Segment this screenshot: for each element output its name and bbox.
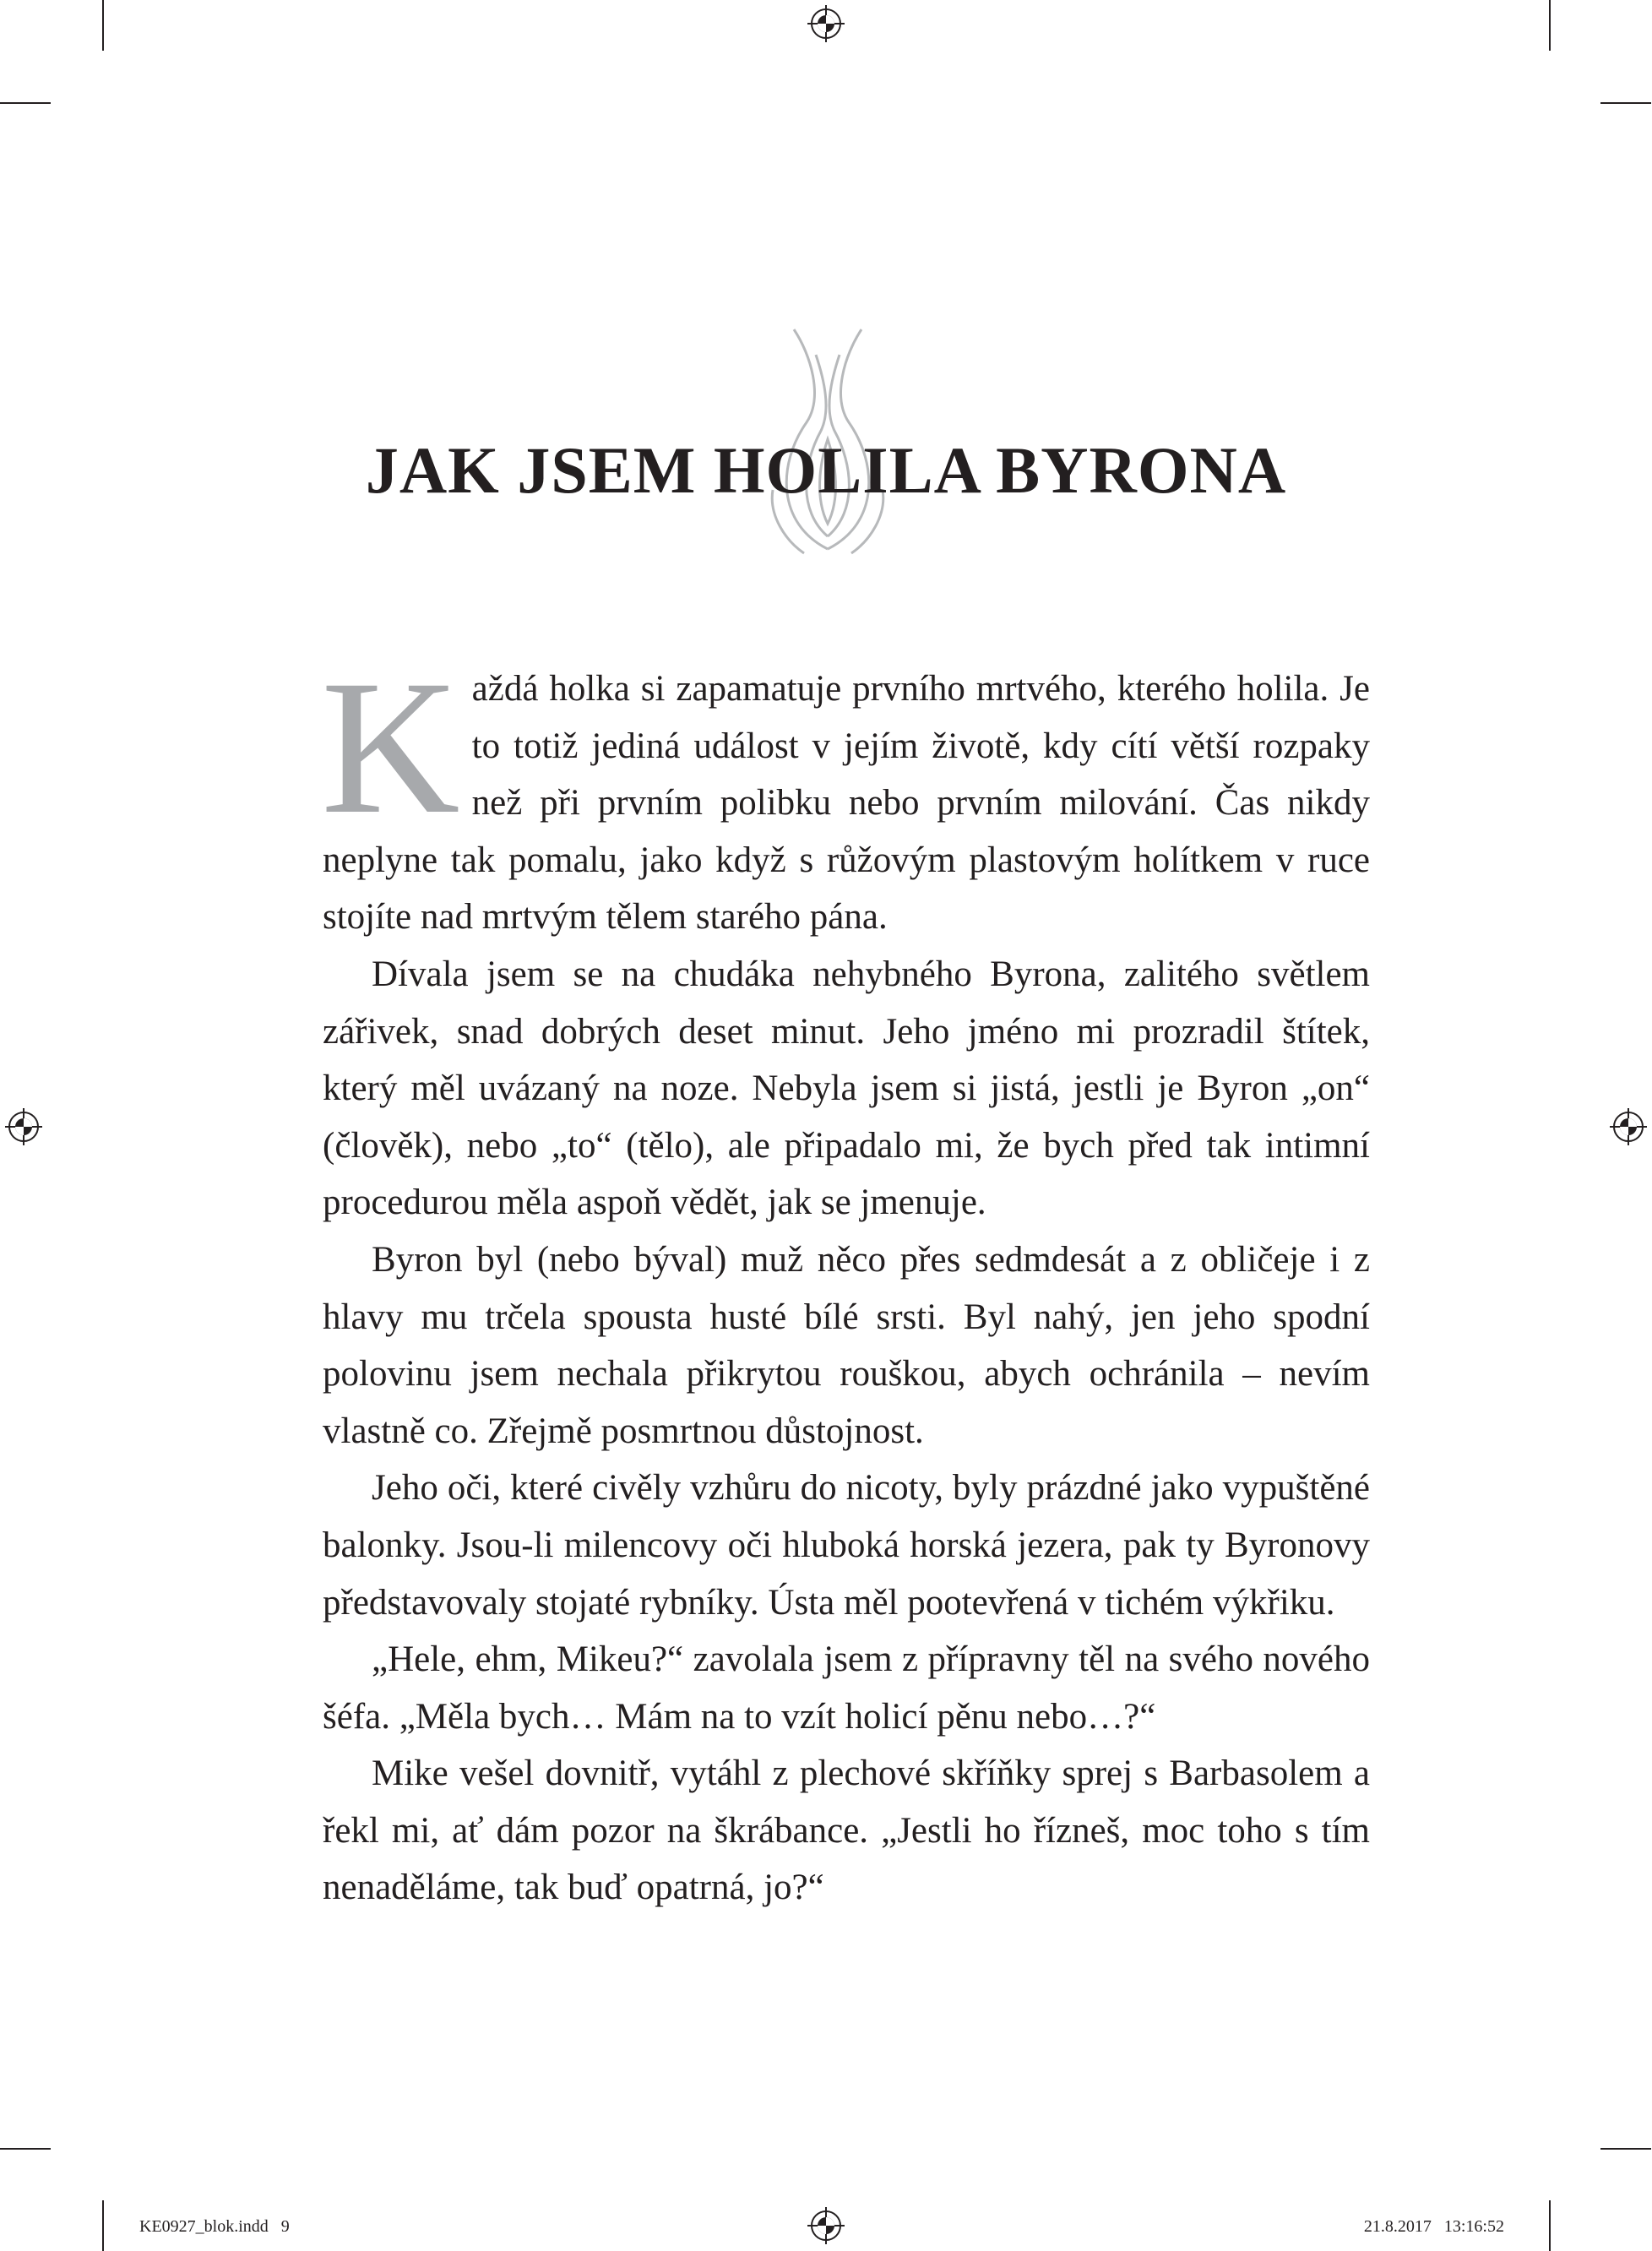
registration-mark-icon bbox=[1610, 1108, 1647, 1145]
slug-filename: KE0927_blok.indd 9 bbox=[139, 2217, 290, 2236]
crop-mark bbox=[0, 2148, 51, 2150]
slug-datetime: 21.8.2017 13:16:52 bbox=[1363, 2217, 1504, 2236]
chapter-title: JAK JSEM HOLILA BYRONA bbox=[365, 433, 1287, 507]
body-text bbox=[321, 641, 1370, 1917]
paragraph: „Hele, ehm, Mikeu?“ zavolala jsem z přípravny těl na svého nového šéfa. „Měla bych… Mám na to vzít holicí pěnu nebo…?“ bbox=[323, 1639, 1370, 1737]
registration-mark-icon bbox=[807, 5, 845, 42]
first-paragraph bbox=[321, 641, 1370, 946]
drop-cap: K bbox=[321, 641, 460, 854]
paragraph: Jeho oči, které civěly vzhůru do nicoty, byly prázdné jako vypuštěné balonky. Jsou-li milencovy oči hluboká horská jezera, pak ty Byronovy představovaly stojaté rybníky. Ústa měl pootevřená v tichém výkřiku. bbox=[323, 1468, 1370, 1623]
crop-mark bbox=[102, 2200, 104, 2251]
first-paragraph-text: aždá holka si zapamatuje prvního mrtvého, kterého holila. Je to totiž jediná událost v jejím životě, kdy cítí větší rozpaky než při prvním polibku nebo prvním milování. Čas nikdy neplyne tak pomalu, jako když s růžovým plastovým holítkem v ruce stojíte nad mrtvým tělem starého pána. bbox=[323, 669, 1370, 938]
crop-mark bbox=[0, 102, 51, 104]
paragraph: Dívala jsem se na chudáka nehybného Byrona, zalitého světlem zářivek, snad dobrých deset minut. Jeho jméno mi prozradil štítek, který měl uvázaný na noze. Nebyla jsem si jistá, jestli je Byron „on“ (člověk), nebo „to“ (tělo), ale připadalo mi, že bych před tak intimní procedurou měla aspoň vědět, jak se jmenuje. bbox=[323, 954, 1370, 1223]
crop-mark bbox=[1600, 102, 1651, 104]
paragraph: Byron byl (nebo býval) muž něco přes sedmdesát a z obličeje i z hlavy mu trčela spousta husté bílé srsti. Byl nahý, jen jeho spodní polovinu jsem nechala přikrytou rouškou, abych ochránila – nevím vlastně co. Zřejmě posmrtnou důstojnost. bbox=[323, 1239, 1370, 1451]
registration-mark-icon bbox=[5, 1108, 42, 1145]
registration-mark-icon bbox=[807, 2207, 845, 2244]
crop-mark bbox=[1549, 0, 1551, 51]
paragraph: Mike vešel dovnitř, vytáhl z plechové skříňky sprej s Barbasolem a řekl mi, ať dám pozor na škrábance. „Jestli ho řízneš, moc toho s tím nenaděláme, tak buď opatrná, jo?“ bbox=[323, 1753, 1370, 1908]
crop-mark bbox=[1600, 2148, 1651, 2150]
crop-mark bbox=[102, 0, 104, 51]
crop-mark bbox=[1549, 2200, 1551, 2251]
